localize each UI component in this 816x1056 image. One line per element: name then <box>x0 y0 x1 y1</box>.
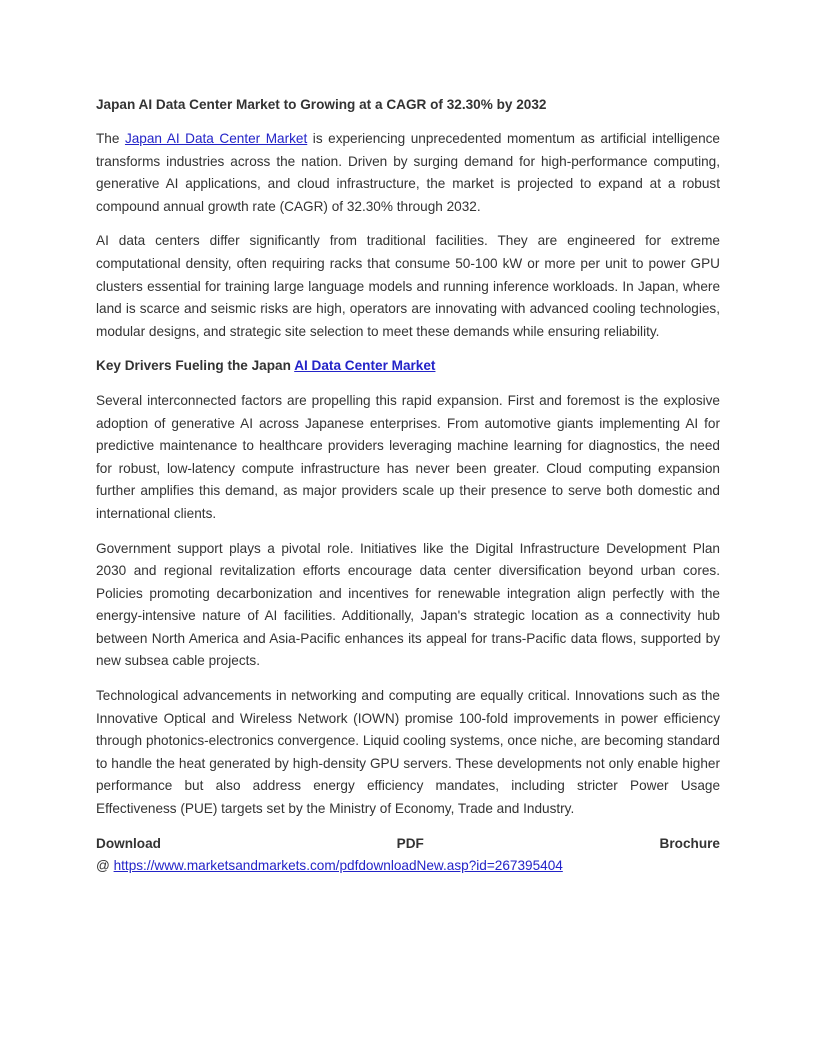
download-url-line <box>96 855 720 878</box>
brochure-word: Brochure <box>659 835 720 851</box>
ai-data-center-market-link[interactable]: AI Data Center Market <box>294 358 436 374</box>
intro-prefix: The <box>96 131 125 146</box>
intro-paragraph <box>96 128 720 218</box>
pdf-word: PDF <box>396 835 424 851</box>
pdf-download-link[interactable]: https://www.marketsandmarkets.com/pdfdownloadNew.asp?id=267395404 <box>113 858 563 874</box>
document-page <box>96 94 720 878</box>
drivers-paragraph: Several interconnected factors are propelling this rapid expansion. First and foremost is the explosive adoption of generative AI across Japanese enterprises. From automotive giants implementing AI for predictive maintenance to healthcare providers leveraging machine learning for diagnostics, the need for robust, low-latency compute infrastructure has never been greater. Cloud computing expansion further amplifies this demand, as major providers scale up their presence to serve both domestic and international clients. <box>96 392 720 521</box>
technology-paragraph: Technological advancements in networking and computing are equally critical. Innovations such as the Innovative Optical and Wireless Network (IOWN) promise 100-fold improvements in power efficiency through photonics-electronics convergence. Liquid cooling systems, once niche, are becoming standard to handle the heat generated by high-density GPU servers. These developments not only enable higher performance but also address energy efficiency mandates, including stricter Power Usage Effectiveness (PUE) targets set by the Ministry of Economy, Trade and Industry. <box>96 688 720 817</box>
download-brochure-line <box>96 833 720 856</box>
key-drivers-prefix: Key Drivers Fueling the Japan <box>96 358 295 374</box>
key-drivers-heading <box>96 355 720 378</box>
document-title: Japan AI Data Center Market to Growing at a CAGR of 32.30% by 2032 <box>96 97 547 112</box>
ai-data-centers-paragraph: AI data centers differ significantly from traditional facilities. They are engineered for extreme computational density, often requiring racks that consume 50-100 kW or more per unit to power GPU clusters essential for training large language models and running inference workloads. In Japan, where land is scarce and seismic risks are high, operators are innovating with advanced cooling technologies, modular designs, and strategic site selection to meet these demands while ensuring reliability. <box>96 233 720 339</box>
intro-suffix: is experiencing unprecedented momentum as artificial intelligence transforms industries across the nation. Driven by surging demand for high-performance computing, generative AI applications, and cloud infrastructure, the market is projected to expand at a robust compound annual growth rate (CAGR) of 32.30% through 2032. <box>96 131 720 214</box>
government-support-paragraph: Government support plays a pivotal role. Initiatives like the Digital Infrastructure Development Plan 2030 and regional revitalization efforts encourage data center diversification beyond urban cores. Policies promoting decarbonization and incentives for renewable integration align perfectly with the energy-intensive nature of AI facilities. Additionally, Japan's strategic location as a connectivity hub between North America and Asia-Pacific enhances its appeal for trans-Pacific data flows, supported by new subsea cable projects. <box>96 540 720 669</box>
at-symbol: @ <box>96 858 114 874</box>
download-word: Download <box>96 835 161 851</box>
japan-ai-data-center-market-link[interactable]: Japan AI Data Center Market <box>124 131 308 146</box>
